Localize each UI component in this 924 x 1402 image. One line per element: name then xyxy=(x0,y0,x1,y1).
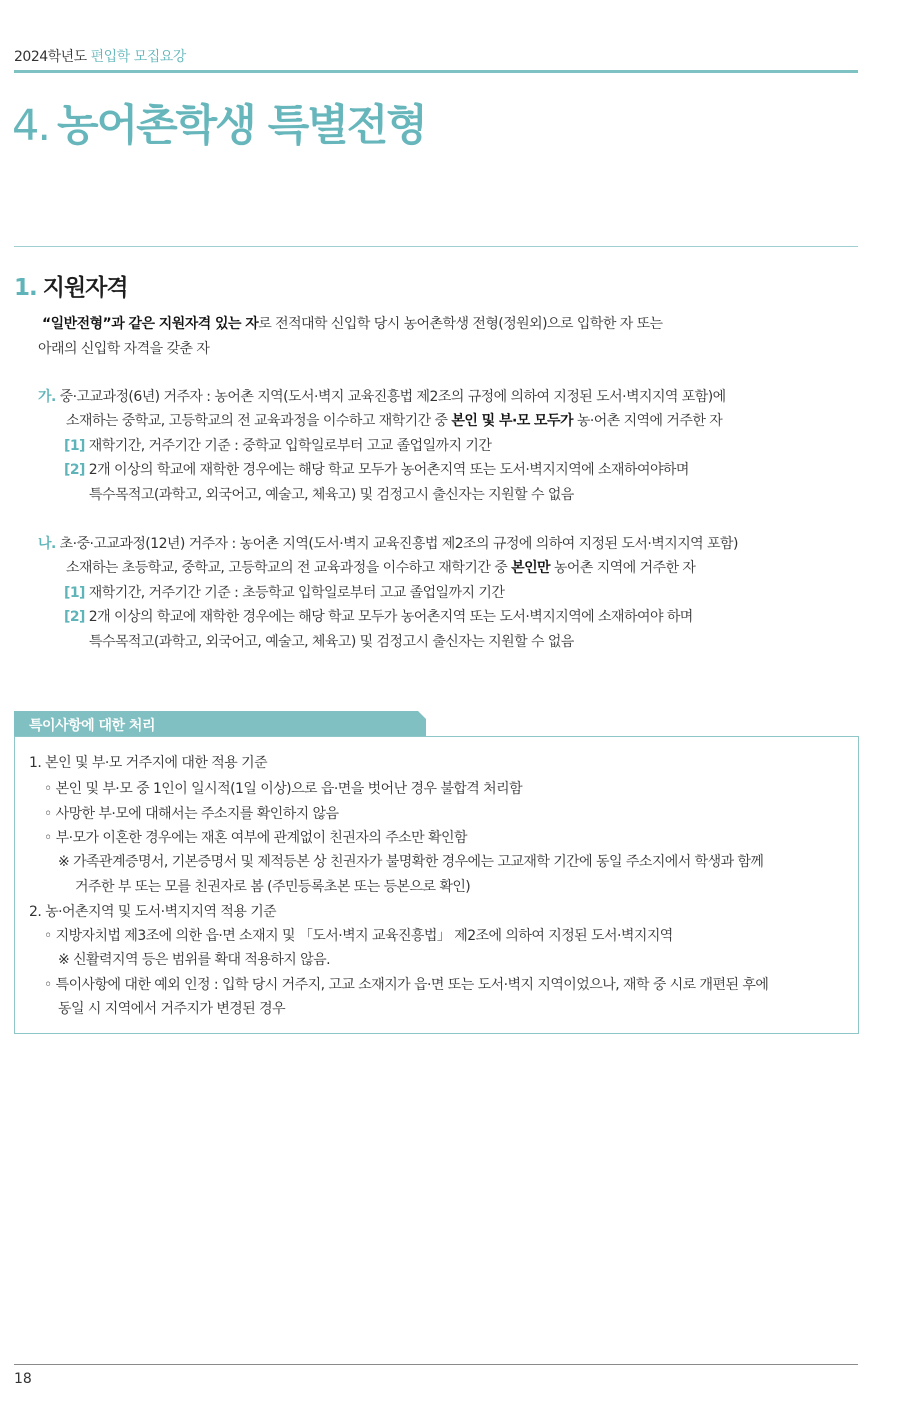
intro-line-1 xyxy=(42,313,663,333)
chapter-title xyxy=(12,92,426,153)
notice-line: ※ 가족관계증명서, 기본증명서 및 제적등본 상 친권자가 불명확한 경우에는 고교재학 기간에 동일 주소지에서 학생과 함께 xyxy=(58,854,764,870)
notice-line: 동일 시 지역에서 거주지가 변경된 경우 xyxy=(58,1001,286,1017)
item-ga-sub-2-text-1: 2개 이상의 학교에 재학한 경우에는 해당 학교 모두가 농어촌지역 또는 도서·벽지지역에 소재하여야하며 xyxy=(88,462,689,478)
section-number: 1. xyxy=(14,275,37,301)
running-head-title: 편입학 모집요강 xyxy=(90,49,186,65)
item-na-sub-1 xyxy=(64,582,504,602)
item-ga-marker: 가. xyxy=(38,389,56,405)
notice-line: ◦ 사망한 부·모에 대해서는 주소지를 확인하지 않음 xyxy=(44,806,339,822)
item-ga-sub-1 xyxy=(64,435,491,455)
item-ga-sub-2 xyxy=(64,459,689,479)
intro-bold: “일반전형”과 같은 지원자격 있는 자 xyxy=(42,316,259,332)
intro-rest: 로 전적대학 신입학 당시 농어촌학생 전형(정원외)으로 입학한 자 또는 xyxy=(258,316,663,332)
item-ga-line-1 xyxy=(38,386,726,406)
notice-line: 1. 본인 및 부·모 거주지에 대한 적용 기준 xyxy=(29,755,268,771)
item-na-text-2a: 소재하는 초등학교, 중학교, 고등학교의 전 교육과정을 이수하고 재학기간 중 xyxy=(66,560,512,576)
chapter-title-text: 농어촌학생 특별전형 xyxy=(57,101,426,151)
section-title-text: 지원자격 xyxy=(42,275,128,301)
item-ga-sub-2-text-2: 특수목적고(과학고, 외국어고, 예술고, 체육고) 및 검정고시 출신자는 지원할 수 없음 xyxy=(89,487,574,503)
item-na-sub-1-text: 재학기간, 거주기간 기준 : 초등학교 입학일로부터 고교 졸업일까지 기간 xyxy=(88,585,505,601)
chapter-divider xyxy=(14,246,858,247)
item-na-text-2b: 농어촌 지역에 거주한 자 xyxy=(550,560,696,576)
chapter-number: 4. xyxy=(12,101,50,151)
running-head xyxy=(14,46,186,66)
section-title xyxy=(14,269,128,302)
item-ga-text-2a: 소재하는 중학교, 고등학교의 전 교육과정을 이수하고 재학기간 중 xyxy=(66,413,452,429)
item-na-marker: 나. xyxy=(38,536,56,552)
notice-line: ◦ 특이사항에 대한 예외 인정 : 입학 당시 거주지, 고교 소재지가 읍·면 또는 도서·벽지 지역이었으나, 재학 중 시로 개편된 후에 xyxy=(44,977,769,993)
item-na-sub-1-marker: [1] xyxy=(64,585,85,601)
footer-divider xyxy=(14,1364,858,1365)
page-number: 18 xyxy=(14,1371,32,1387)
item-na-sub-2-text-1: 2개 이상의 학교에 재학한 경우에는 해당 학교 모두가 농어촌지역 또는 도서·벽지지역에 소재하여야 하며 xyxy=(88,609,693,625)
item-na-text-1: 초·중·고교과정(12년) 거주자 : 농어촌 지역(도서·벽지 교육진흥법 제2조의 규정에 의하여 지정된 도서·벽지지역 포함) xyxy=(59,536,738,552)
item-na-line-2 xyxy=(66,557,695,577)
item-ga-sub-1-marker: [1] xyxy=(64,438,85,454)
item-na-emphasis: 본인만 xyxy=(511,560,551,576)
notice-line: ※ 신활력지역 등은 범위를 확대 적용하지 않음. xyxy=(58,952,331,968)
item-na-sub-2-marker: [2] xyxy=(64,609,85,625)
header-divider xyxy=(14,70,858,73)
item-ga-text-1: 중·고교과정(6년) 거주자 : 농어촌 지역(도서·벽지 교육진흥법 제2조의 규정에 의하여 지정된 도서·벽지지역 포함)에 xyxy=(59,389,726,405)
item-ga-sub-2-marker: [2] xyxy=(64,462,85,478)
running-head-year: 2024학년도 xyxy=(14,49,87,65)
item-ga-line-2 xyxy=(66,410,722,430)
item-ga-text-2b: 농·어촌 지역에 거주한 자 xyxy=(572,413,723,429)
item-na-line-1 xyxy=(38,533,738,553)
notice-line: ◦ 부·모가 이혼한 경우에는 재혼 여부에 관계없이 친권자의 주소만 확인함 xyxy=(44,830,467,846)
item-na-sub-2-text-2: 특수목적고(과학고, 외국어고, 예술고, 체육고) 및 검정고시 출신자는 지원할 수 없음 xyxy=(89,634,574,650)
notice-title: 특이사항에 대한 처리 xyxy=(29,718,155,734)
item-ga-sub-1-text: 재학기간, 거주기간 기준 : 중학교 입학일로부터 고교 졸업일까지 기간 xyxy=(88,438,492,454)
intro-line-2: 아래의 신입학 자격을 갖춘 자 xyxy=(38,341,210,357)
notice-line: 2. 농·어촌지역 및 도서·벽지지역 적용 기준 xyxy=(29,904,277,920)
notice-line: ◦ 지방자치법 제3조에 의한 읍·면 소재지 및 「도서·벽지 교육진흥법」 제2조에 의하여 지정된 도서·벽지지역 xyxy=(44,928,673,944)
notice-line: ◦ 본인 및 부·모 중 1인이 일시적(1일 이상)으로 읍·면을 벗어난 경우 불합격 처리함 xyxy=(44,781,523,797)
item-na-sub-2 xyxy=(64,606,693,626)
notice-line: 거주한 부 또는 모를 친권자로 봄 (주민등록초본 또는 등본으로 확인) xyxy=(75,879,471,895)
item-ga-emphasis: 본인 및 부·모 모두가 xyxy=(451,413,573,429)
